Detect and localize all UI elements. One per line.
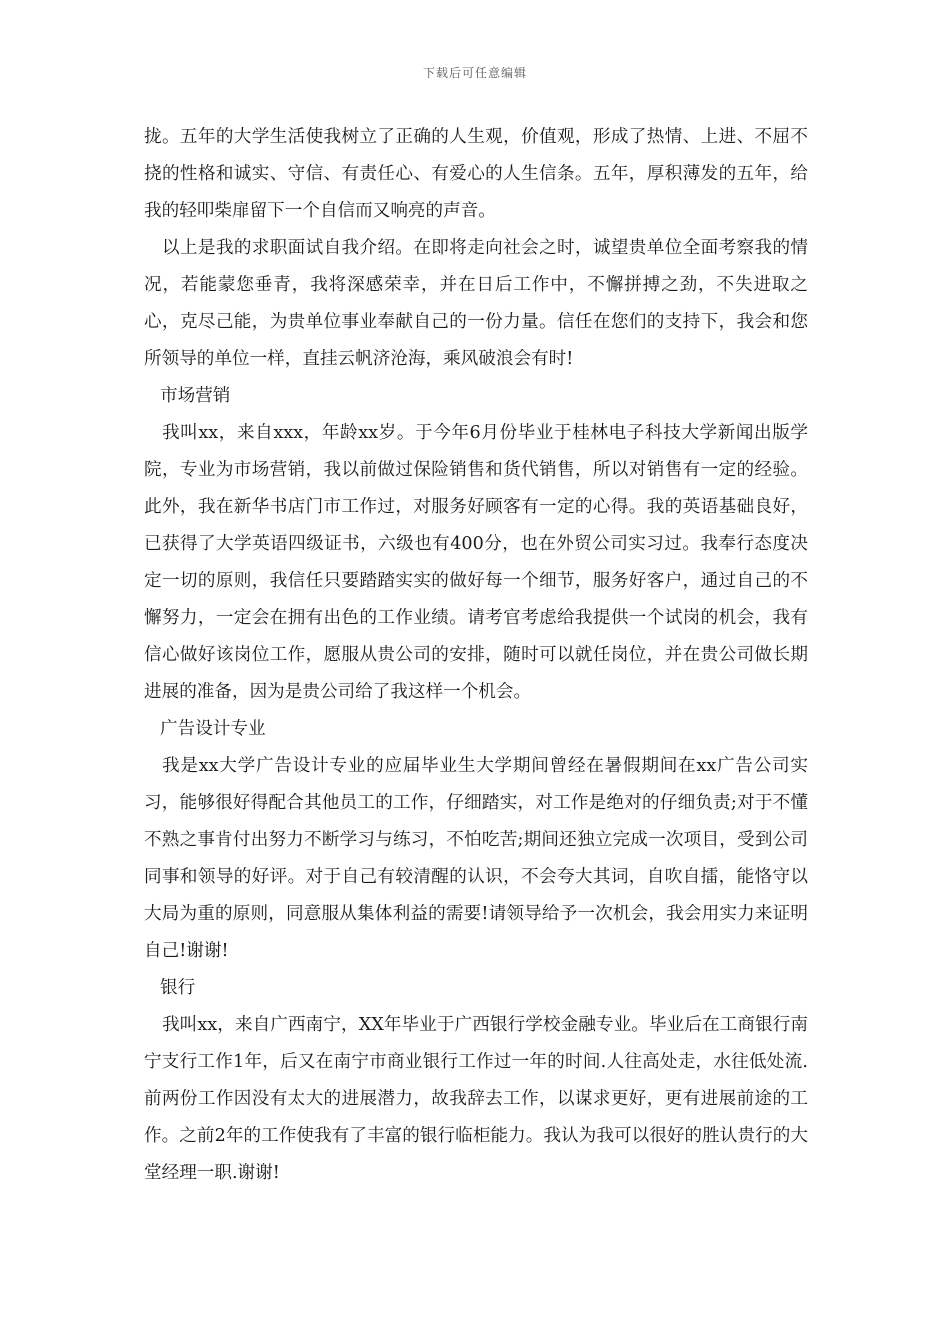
section-heading-advertising: 广告设计专业 bbox=[160, 719, 266, 739]
paragraph-advertising: 我是xx大学广告设计专业的应届毕业生大学期间曾经在暑假期间在xx广告公司实习，能够很好得配合其他员工的工作，仔细踏实，对工作是绝对的仔细负责;对于不懂不熟之事肯付出努力不断学习与练习，不怕吃苦;期间还独立完成一次项目，受到公司同事和领导的好评。对于自己有较清醒的认识，不会夸大其词，自吹自擂，能恪守以大局为重的原则，同意服从集体利益的需要!请领导给予一次机会，我会用实力来证明自己!谢谢! bbox=[144, 756, 808, 961]
paragraph-bank: 我叫xx，来自广西南宁，XX年毕业于广西银行学校金融专业。毕业后在工商银行南宁支行工作1年，后又在南宁市商业银行工作过一年的时间.人往高处走，水往低处流.前两份工作因没有太大的进展潜力，故我辞去工作，以谋求更好，更有进展前途的工作。之前2年的工作使我有了丰富的银行临柜能力。我认为我可以很好的胜认贵行的大堂经理一职.谢谢! bbox=[144, 1015, 808, 1183]
document-body bbox=[144, 119, 808, 1192]
paragraph-marketing: 我叫xx，来自xxx，年龄xx岁。于今年6月份毕业于桂林电子科技大学新闻出版学院，专业为市场营销，我以前做过保险销售和货代销售，所以对销售有一定的经验。此外，我在新华书店门市工作过，对服务好顾客有一定的心得。我的英语基础良好，已获得了大学英语四级证书，六级也有400分，也在外贸公司实习过。我奉行态度决定一切的原则，我信任只要踏踏实实的做好每一个细节，服务好客户，通过自己的不懈努力，一定会在拥有出色的工作业绩。请考官考虑给我提供一个试岗的机会，我有信心做好该岗位工作，愿服从贵公司的安排，随时可以就任岗位，并在贵公司做长期进展的准备，因为是贵公司给了我这样一个机会。 bbox=[144, 423, 808, 702]
section-heading-bank: 银行 bbox=[160, 978, 196, 998]
section-heading-marketing: 市场营销 bbox=[160, 386, 231, 406]
paragraph-intro-closing: 拢。五年的大学生活使我树立了正确的人生观，价值观，形成了热情、上进、不屈不挠的性格和诚实、守信、有责任心、有爱心的人生信条。五年，厚积薄发的五年，给我的轻叩柴扉留下一个自信而又响亮的声音。 bbox=[144, 127, 808, 221]
paragraph-self-intro-conclusion: 以上是我的求职面试自我介绍。在即将走向社会之时，诚望贵单位全面考察我的情况，若能蒙您垂青，我将深感荣幸，并在日后工作中，不懈拼搏之劲，不失进取之心，克尽己能，为贵单位事业奉献自己的一份力量。信任在您们的支持下，我会和您所领导的单位一样，直挂云帆济沧海，乘风破浪会有时! bbox=[144, 238, 808, 369]
page-header: 下载后可任意编辑 bbox=[422, 66, 527, 80]
